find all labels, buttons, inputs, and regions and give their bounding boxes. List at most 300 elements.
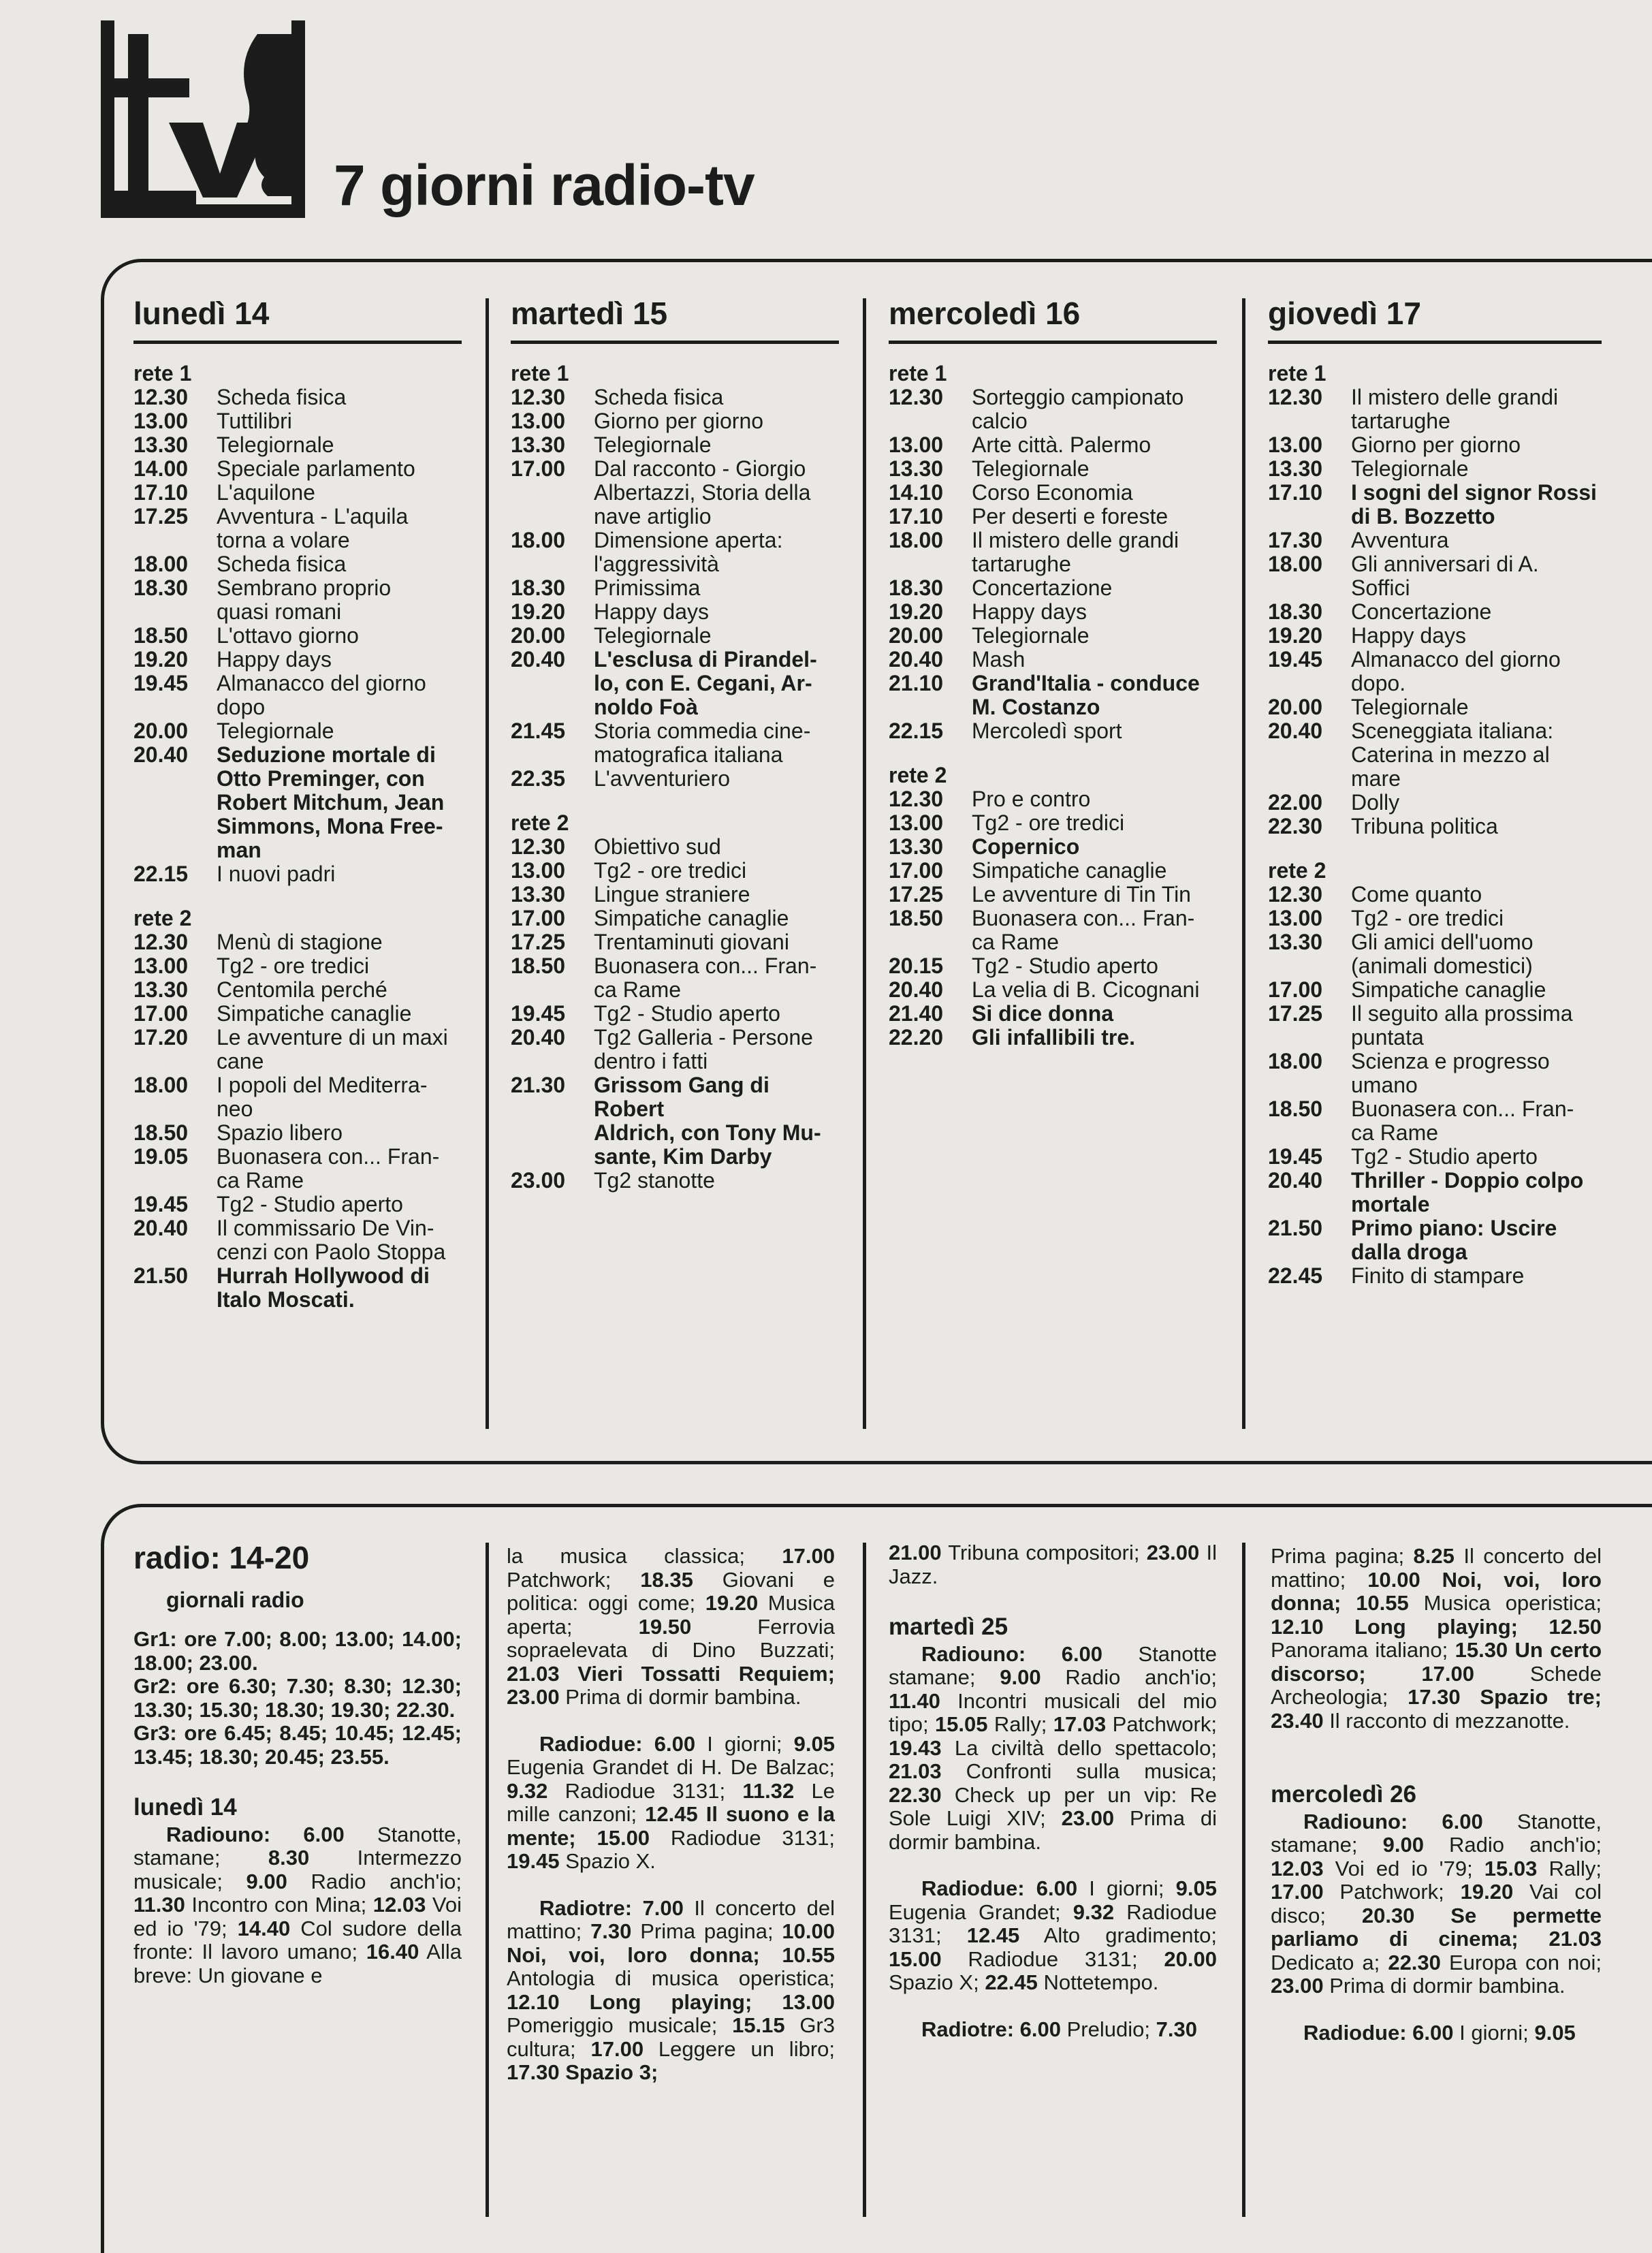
- program-time: 19.20: [511, 599, 566, 624]
- gr2-times: Gr2: ore 6.30; 7.30; 8.30; 12.30; 13.30; 15.30; 18.30; 19.30; 22.30.: [133, 1674, 462, 1722]
- program-time: 18.30: [133, 576, 189, 600]
- program-title: Le avventure di Tin Tin: [972, 882, 1191, 907]
- program-title: Il seguito alla prossima puntata: [1351, 1001, 1573, 1050]
- program-time: 20.40: [1268, 1168, 1323, 1193]
- tv-day-column: [889, 279, 1217, 1050]
- program-row: [889, 719, 1217, 743]
- program-time: 12.30: [133, 930, 189, 954]
- program-title: Tg2 - Studio aperto: [1351, 1144, 1538, 1169]
- program-row: [133, 1193, 462, 1216]
- program-time: 21.30: [511, 1073, 566, 1097]
- program-row: [511, 719, 839, 767]
- day-heading: lunedì 14: [133, 279, 462, 344]
- program-time: 17.25: [1268, 1001, 1323, 1026]
- column-divider: [1242, 298, 1245, 1429]
- program-time: 17.00: [511, 906, 566, 930]
- program-title: Tg2 - Studio aperto: [594, 1001, 780, 1026]
- radio-paragraph: Radiodue: 6.00 I giorni; 9.05: [1303, 2020, 1576, 2045]
- program-row: [511, 600, 839, 624]
- program-title: Il commissario De Vin- cenzi con Paolo Stoppa: [217, 1216, 446, 1264]
- program-time: 17.10: [133, 480, 189, 505]
- program-time: 17.10: [1268, 480, 1323, 505]
- program-time: 17.25: [511, 930, 566, 954]
- program-row: [133, 576, 462, 624]
- program-title: Simpatiche canaglie: [217, 1001, 412, 1026]
- program-time: 13.30: [1268, 930, 1323, 954]
- program-row: [133, 1026, 462, 1073]
- program-time: 13.00: [889, 432, 944, 457]
- program-title: Concertazione: [1351, 599, 1492, 624]
- program-title: L'aquilone: [217, 480, 315, 505]
- program-row: [889, 907, 1217, 954]
- program-title: Mercoledì sport: [972, 719, 1122, 743]
- program-row: [511, 648, 839, 719]
- program-time: 20.00: [1268, 695, 1323, 719]
- program-time: 21.50: [1268, 1216, 1323, 1240]
- program-time: 17.25: [133, 504, 189, 529]
- program-row: [1268, 385, 1602, 433]
- radio-paragraph: la musica classica; 17.00 Patchwork; 18.35 Giovani e politica: oggi come; 19.20 Musica aperta; 19.50 Ferrovia sopraelevata di Dino Buzzati; 21.03 Vieri Tossatti Requiem; 23.00 Prima di dormir bambina.: [507, 1544, 835, 1709]
- radio-paragraph: Prima pagina; 8.25 Il concerto del mattino; 10.00 Noi, voi, loro donna; 10.55 Musica operistica; 12.10 Long playing; 12.50 Panorama italiano; 15.30 Un certo discorso; 17.00 Schede Archeologia; 17.30 Spazio tre; 23.40 Il racconto di mezzanotte.: [1271, 1544, 1602, 1733]
- program-title: Scheda fisica: [217, 385, 347, 409]
- program-title: Dimensione aperta: l'aggressività: [594, 528, 783, 576]
- program-time: 18.50: [889, 906, 944, 930]
- program-time: 17.25: [889, 882, 944, 907]
- program-row: [511, 457, 839, 529]
- program-time: 18.50: [1268, 1097, 1323, 1121]
- program-time: 20.40: [1268, 719, 1323, 743]
- program-title: Grand'Italia - conduce M. Costanzo: [972, 671, 1200, 719]
- program-time: 19.05: [133, 1144, 189, 1169]
- radio-day-heading: lunedì 14: [133, 1794, 237, 1821]
- program-time: 19.45: [1268, 1144, 1323, 1169]
- radio-title: radio: 14-20: [133, 1540, 310, 1575]
- program-time: 20.40: [133, 1216, 189, 1240]
- program-row: [889, 787, 1217, 811]
- program-time: 20.00: [511, 623, 566, 648]
- program-time: 21.50: [133, 1263, 189, 1288]
- program-row: [1268, 1145, 1602, 1169]
- program-title: Scienza e progresso umano: [1351, 1049, 1550, 1097]
- page-title: 7 giorni radio-tv: [334, 153, 754, 217]
- program-row: [511, 529, 839, 576]
- program-time: 18.00: [133, 1073, 189, 1097]
- program-row: [511, 576, 839, 600]
- program-time: 18.50: [511, 954, 566, 978]
- program-time: 17.00: [133, 1001, 189, 1026]
- program-time: 17.30: [1268, 528, 1323, 552]
- program-time: 18.00: [1268, 552, 1323, 576]
- day-heading: martedì 15: [511, 279, 839, 344]
- program-row: [889, 505, 1217, 529]
- program-row: [133, 648, 462, 672]
- program-title: Simpatiche canaglie: [972, 858, 1167, 883]
- program-title: Giorno per giorno: [594, 409, 764, 433]
- program-time: 18.00: [511, 528, 566, 552]
- program-row: [511, 1026, 839, 1073]
- column-divider: [863, 1543, 866, 2217]
- program-row: [133, 743, 462, 862]
- program-title: Primissima: [594, 576, 701, 600]
- program-time: 13.00: [889, 810, 944, 835]
- program-row: [889, 576, 1217, 600]
- program-title: Telegiornale: [972, 623, 1090, 648]
- program-time: 17.00: [511, 456, 566, 481]
- radio-paragraph: Radiodue: 6.00 I giorni; 9.05 Eugenia Grandet; 9.32 Radiodue 3131; 12.45 Alto gradimento; 15.00 Radiodue 3131; 20.00 Spazio X; 22.45 Nottetempo.: [889, 1876, 1218, 1994]
- program-row: [1268, 907, 1602, 930]
- radio-column-4: [1271, 1545, 1602, 2045]
- program-time: 22.45: [1268, 1263, 1323, 1288]
- program-row: [511, 954, 839, 1002]
- program-title: Avventura - L'aquila torna a volare: [217, 504, 409, 552]
- program-time: 17.00: [1268, 977, 1323, 1002]
- program-row: [889, 600, 1217, 624]
- program-row: [511, 907, 839, 930]
- radio-column-2: [507, 1545, 835, 2085]
- program-time: 13.00: [1268, 906, 1323, 930]
- program-title: Tg2 stanotte: [594, 1168, 715, 1193]
- program-title: Telegiornale: [1351, 695, 1469, 719]
- program-title: Centomila perché: [217, 977, 387, 1002]
- program-title: Buonasera con... Fran- ca Rame: [972, 906, 1195, 954]
- program-title: Simpatiche canaglie: [594, 906, 789, 930]
- program-title: Happy days: [972, 599, 1087, 624]
- program-title: L'avventuriero: [594, 766, 730, 791]
- program-title: Speciale parlamento: [217, 456, 415, 481]
- program-time: 12.30: [133, 385, 189, 409]
- program-title: Scheda fisica: [217, 552, 347, 576]
- program-time: 14.00: [133, 456, 189, 481]
- program-row: [1268, 930, 1602, 978]
- program-title: Il mistero delle grandi tartarughe: [1351, 385, 1559, 433]
- program-row: [889, 648, 1217, 672]
- program-row: [133, 930, 462, 954]
- program-time: 13.30: [511, 882, 566, 907]
- program-row: [1268, 624, 1602, 648]
- channel-heading: rete 2: [889, 763, 947, 787]
- day-heading: mercoledì 16: [889, 279, 1217, 344]
- program-title: L'esclusa di Pirandel- lo, con E. Cegani, Ar- noldo Foà: [594, 647, 817, 719]
- radio-column-1: [133, 1538, 462, 1987]
- program-title: Arte città. Palermo: [972, 432, 1151, 457]
- channel-heading: rete 2: [511, 810, 569, 835]
- program-time: 20.15: [889, 954, 944, 978]
- program-row: [1268, 1002, 1602, 1050]
- program-time: 12.30: [511, 385, 566, 409]
- channel-heading: rete 1: [511, 361, 569, 385]
- program-time: 20.40: [889, 647, 944, 672]
- program-title: Come quanto: [1351, 882, 1482, 907]
- program-title: Corso Economia: [972, 480, 1133, 505]
- program-time: 17.10: [889, 504, 944, 529]
- program-row: [889, 835, 1217, 859]
- program-row: [1268, 695, 1602, 719]
- program-time: 22.00: [1268, 790, 1323, 815]
- program-title: Tg2 - Studio aperto: [972, 954, 1158, 978]
- program-row: [1268, 1097, 1602, 1145]
- program-title: Per deserti e foreste: [972, 504, 1169, 529]
- tv-day-column: [1268, 279, 1602, 1288]
- program-row: [511, 385, 839, 409]
- program-time: 23.00: [511, 1168, 566, 1193]
- program-time: 20.40: [889, 977, 944, 1002]
- program-time: 21.45: [511, 719, 566, 743]
- program-title: Storia commedia cine- matografica italiana: [594, 719, 811, 767]
- program-time: 22.30: [1268, 814, 1323, 838]
- program-title: Buonasera con... Fran- ca Rame: [217, 1144, 440, 1193]
- program-time: 20.00: [889, 623, 944, 648]
- program-row: [889, 433, 1217, 457]
- program-row: [133, 385, 462, 409]
- program-time: 17.20: [133, 1025, 189, 1050]
- program-row: [889, 978, 1217, 1002]
- program-row: [889, 859, 1217, 883]
- program-time: 20.40: [511, 1025, 566, 1050]
- program-row: [889, 385, 1217, 433]
- program-time: 20.00: [133, 719, 189, 743]
- column-divider: [863, 298, 866, 1429]
- program-row: [511, 767, 839, 791]
- program-title: Avventura: [1351, 528, 1449, 552]
- program-time: 13.30: [133, 977, 189, 1002]
- program-title: Finito di stampare: [1351, 1263, 1525, 1288]
- program-row: [511, 624, 839, 648]
- program-title: Tribuna politica: [1351, 814, 1498, 838]
- program-row: [133, 719, 462, 743]
- program-row: [511, 1002, 839, 1026]
- program-title: La velia di B. Cicognani: [972, 977, 1200, 1002]
- program-title: Spazio libero: [217, 1120, 343, 1145]
- program-time: 19.20: [133, 647, 189, 672]
- program-time: 20.40: [511, 647, 566, 672]
- program-time: 21.40: [889, 1001, 944, 1026]
- radio-column-3: [889, 1541, 1217, 2041]
- program-time: 13.00: [133, 954, 189, 978]
- program-title: I nuovi padri: [217, 862, 336, 886]
- program-time: 13.30: [889, 834, 944, 859]
- program-time: 13.30: [133, 432, 189, 457]
- program-row: [133, 862, 462, 886]
- radio-paragraph: Radiouno: 6.00 Stanotte, stamane; 9.00 Radio anch'io; 12.03 Voi ed io '79; 15.03 Rally; 17.00 Patchwork; 19.20 Vai col disco; 20.30 Se permette parliamo di cinema; 21.03 Dedicato a; 22.30 Europa con noi; 23.00 Prima di dormir bambina.: [1271, 1809, 1602, 1998]
- program-title: Sceneggiata italiana: Caterina in mezzo al mare: [1351, 719, 1554, 791]
- program-title: Lingue straniere: [594, 882, 750, 907]
- program-time: 18.30: [511, 576, 566, 600]
- program-row: [1268, 481, 1602, 529]
- program-row: [511, 409, 839, 433]
- program-time: 22.20: [889, 1025, 944, 1050]
- program-row: [133, 481, 462, 505]
- program-row: [1268, 791, 1602, 815]
- program-row: [1268, 883, 1602, 907]
- program-title: Tg2 - Studio aperto: [217, 1192, 403, 1216]
- gr1-times: Gr1: ore 7.00; 8.00; 13.00; 14.00; 18.00; 23.00.: [133, 1627, 462, 1675]
- program-row: [133, 409, 462, 433]
- program-time: 12.30: [889, 385, 944, 409]
- program-row: [133, 457, 462, 481]
- program-row: [1268, 719, 1602, 791]
- program-time: 20.40: [133, 742, 189, 767]
- program-time: 12.30: [889, 787, 944, 811]
- program-row: [1268, 648, 1602, 695]
- program-title: Thriller - Doppio colpo mortale: [1351, 1168, 1584, 1216]
- program-time: 13.30: [889, 456, 944, 481]
- program-row: [511, 835, 839, 859]
- program-time: 22.15: [889, 719, 944, 743]
- program-title: Happy days: [1351, 623, 1466, 648]
- program-row: [133, 433, 462, 457]
- program-title: Almanacco del giorno dopo: [217, 671, 426, 719]
- program-title: Simpatiche canaglie: [1351, 977, 1546, 1002]
- program-row: [133, 624, 462, 648]
- program-row: [133, 978, 462, 1002]
- program-title: Buonasera con... Fran- ca Rame: [1351, 1097, 1574, 1145]
- radio-paragraph: Radiotre: 6.00 Preludio; 7.30: [921, 2017, 1197, 2041]
- program-row: [133, 1002, 462, 1026]
- program-title: Tuttilibri: [217, 409, 292, 433]
- gr3-times: Gr3: ore 6.45; 8.45; 10.45; 12.45; 13.45; 18.30; 20.45; 23.55.: [133, 1721, 462, 1769]
- channel-heading: rete 2: [133, 906, 192, 930]
- program-time: 17.00: [889, 858, 944, 883]
- radio-paragraph: Radiotre: 7.00 Il concerto del mattino; 7.30 Prima pagina; 10.00 Noi, voi, loro donna; 10.55 Antologia di musica operistica; 12.10 Long playing; 13.00 Pomeriggio musicale; 15.15 Gr3 cultura; 17.00 Leggere un libro; 17.30 Spazio 3;: [507, 1895, 836, 2084]
- program-title: Dal racconto - Giorgio Albertazzi, Storia della nave artiglio: [594, 456, 811, 529]
- program-title: I popoli del Mediterra- neo: [217, 1073, 428, 1121]
- program-row: [133, 505, 462, 552]
- channel-heading: rete 1: [889, 361, 947, 385]
- program-title: Tg2 - ore tredici: [972, 810, 1125, 835]
- program-row: [1268, 433, 1602, 457]
- program-title: Menù di stagione: [217, 930, 383, 954]
- program-row: [1268, 1169, 1602, 1216]
- column-divider: [486, 1543, 489, 2217]
- program-row: [889, 624, 1217, 648]
- radio-day-heading: mercoledì 26: [1271, 1781, 1416, 1808]
- program-row: [511, 1169, 839, 1193]
- program-time: 19.45: [133, 671, 189, 695]
- program-row: [133, 552, 462, 576]
- program-title: Concertazione: [972, 576, 1113, 600]
- program-title: Scheda fisica: [594, 385, 724, 409]
- program-row: [889, 672, 1217, 719]
- program-row: [1268, 457, 1602, 481]
- program-time: 18.30: [889, 576, 944, 600]
- program-time: 21.10: [889, 671, 944, 695]
- program-row: [511, 1073, 839, 1169]
- program-title: Gli amici dell'uomo (animali domestici): [1351, 930, 1534, 978]
- program-title: Tg2 Galleria - Persone dentro i fatti: [594, 1025, 813, 1073]
- program-row: [133, 1145, 462, 1193]
- program-time: 18.50: [133, 623, 189, 648]
- program-title: Le avventure di un maxi cane: [217, 1025, 448, 1073]
- program-title: Sorteggio campionato calcio: [972, 385, 1184, 433]
- program-title: Mash: [972, 647, 1026, 672]
- program-title: I sogni del signor Rossi di B. Bozzetto: [1351, 480, 1597, 529]
- program-title: Grissom Gang di Robert Aldrich, con Tony Mu- sante, Kim Darby: [594, 1073, 821, 1169]
- channel-heading: rete 1: [133, 361, 192, 385]
- radio-paragraph: 21.00 Tribuna compositori; 23.00 Il Jazz.: [889, 1541, 1217, 1588]
- program-time: 13.00: [511, 409, 566, 433]
- day-heading: giovedì 17: [1268, 279, 1602, 344]
- program-title: Telegiornale: [217, 432, 334, 457]
- program-time: 13.30: [511, 432, 566, 457]
- program-time: 18.00: [1268, 1049, 1323, 1073]
- program-title: Hurrah Hollywood di Italo Moscati.: [217, 1263, 430, 1312]
- program-time: 19.20: [1268, 623, 1323, 648]
- program-row: [133, 1121, 462, 1145]
- program-row: [511, 930, 839, 954]
- column-divider: [1242, 1543, 1245, 2217]
- program-row: [133, 672, 462, 719]
- program-title: Obiettivo sud: [594, 834, 721, 859]
- tv-day-column: [511, 279, 839, 1193]
- program-title: Trentaminuti giovani: [594, 930, 789, 954]
- program-time: 12.30: [1268, 385, 1323, 409]
- program-row: [889, 529, 1217, 576]
- radio-paragraph: Radiouno: 6.00 Stanotte stamane; 9.00 Radio anch'io; 11.40 Incontri musicali del mio tipo; 15.05 Rally; 17.03 Patchwork; 19.43 La civiltà dello spettacolo; 21.03 Confronti sulla musica; 22.30 Check up per un vip: Re Sole Luigi XIV; 23.00 Prima di dormir bambina.: [889, 1641, 1217, 1854]
- program-row: [1268, 1264, 1602, 1288]
- program-time: 18.50: [133, 1120, 189, 1145]
- program-time: 22.35: [511, 766, 566, 791]
- channel-heading: rete 1: [1268, 361, 1327, 385]
- program-time: 18.00: [133, 552, 189, 576]
- program-title: Telegiornale: [594, 623, 712, 648]
- program-time: 22.15: [133, 862, 189, 886]
- program-row: [511, 433, 839, 457]
- program-row: [889, 811, 1217, 835]
- program-row: [1268, 978, 1602, 1002]
- program-title: Telegiornale: [217, 719, 334, 743]
- program-title: Dolly: [1351, 790, 1400, 815]
- program-title: Gli anniversari di A. Soffici: [1351, 552, 1539, 600]
- program-time: 13.30: [1268, 456, 1323, 481]
- channel-heading: rete 2: [1268, 858, 1327, 883]
- program-title: Almanacco del giorno dopo.: [1351, 647, 1561, 695]
- program-row: [511, 883, 839, 907]
- tv-logo: [101, 20, 305, 218]
- program-row: [133, 954, 462, 978]
- program-time: 12.30: [511, 834, 566, 859]
- program-title: Happy days: [594, 599, 709, 624]
- program-row: [1268, 529, 1602, 552]
- program-time: 19.45: [133, 1192, 189, 1216]
- program-title: Happy days: [217, 647, 332, 672]
- program-row: [1268, 1216, 1602, 1264]
- program-title: Copernico: [972, 834, 1080, 859]
- program-row: [133, 1073, 462, 1121]
- program-title: Gli infallibili tre.: [972, 1025, 1136, 1050]
- program-row: [889, 1026, 1217, 1050]
- program-row: [1268, 815, 1602, 838]
- tv-day-column: [133, 279, 462, 1312]
- program-title: Tg2 - ore tredici: [1351, 906, 1504, 930]
- column-divider: [486, 298, 489, 1429]
- radio-day-heading: martedì 25: [889, 1613, 1008, 1640]
- program-row: [133, 1216, 462, 1264]
- program-row: [889, 954, 1217, 978]
- program-title: Giorno per giorno: [1351, 432, 1521, 457]
- program-row: [1268, 1050, 1602, 1097]
- program-time: 18.30: [1268, 599, 1323, 624]
- program-title: Tg2 - ore tredici: [217, 954, 370, 978]
- program-title: Primo piano: Uscire dalla droga: [1351, 1216, 1557, 1264]
- giornali-radio-heading: giornali radio: [166, 1587, 304, 1612]
- program-row: [889, 883, 1217, 907]
- program-row: [889, 1002, 1217, 1026]
- program-time: 18.00: [889, 528, 944, 552]
- program-title: L'ottavo giorno: [217, 623, 359, 648]
- program-title: Si dice donna: [972, 1001, 1114, 1026]
- program-title: Il mistero delle grandi tartarughe: [972, 528, 1179, 576]
- program-time: 13.00: [511, 858, 566, 883]
